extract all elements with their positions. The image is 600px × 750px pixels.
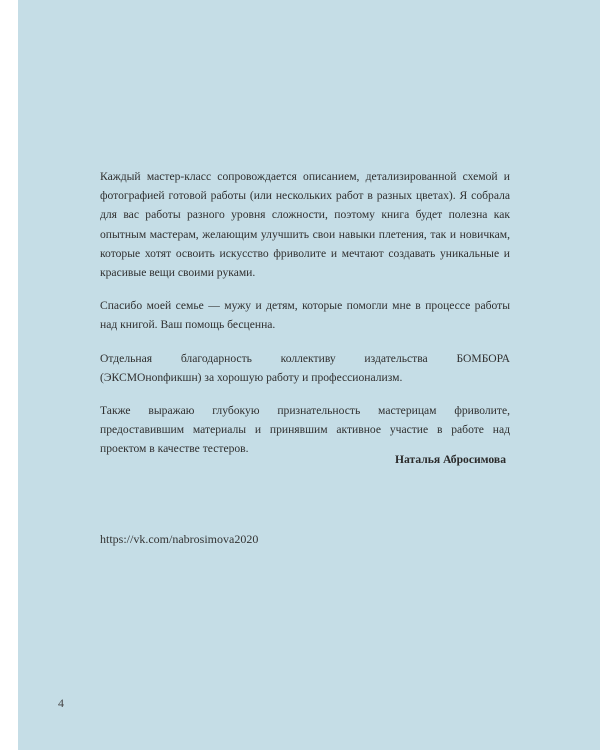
paragraph-publisher-thanks: Отдельная благодарность коллективу издательства БОМБОРА (ЭКСМОноnфикшн) за хорошую работу и профессионализм. bbox=[100, 351, 510, 384]
author-signature: Наталья Абросимова bbox=[394, 453, 506, 466]
author-link[interactable]: https://vk.com/nabrosimova2020 bbox=[100, 532, 259, 546]
paragraph-intro: Каждый мастер-класс сопровождается описанием, детализированной схемой и фотографией готовой работы (или нескольких работ в разных цветах). Я собрала для вас работы разного уровня сложности, поэтому книга будет полезна как опытным мастерам, желающим улучшить свои навыки плетения, так и новичкам, которые хотят освоить искусство фриволите и мечтают создавать уникальные и красивые вещи своими руками. bbox=[100, 170, 510, 280]
paragraph-testers-thanks: Также выражаю глубокую признательность мастерицам фриволите, предоставившим материалы и принявшим активное участие в работе над проектом в качестве тестеров. bbox=[100, 404, 510, 456]
page-number: 4 bbox=[58, 696, 64, 710]
body-text bbox=[100, 167, 510, 473]
paragraph-family-thanks: Спасибо моей семье — мужу и детям, которые помогли мне в процессе работы над книгой. Ваш помощь бесценна. bbox=[100, 299, 510, 332]
